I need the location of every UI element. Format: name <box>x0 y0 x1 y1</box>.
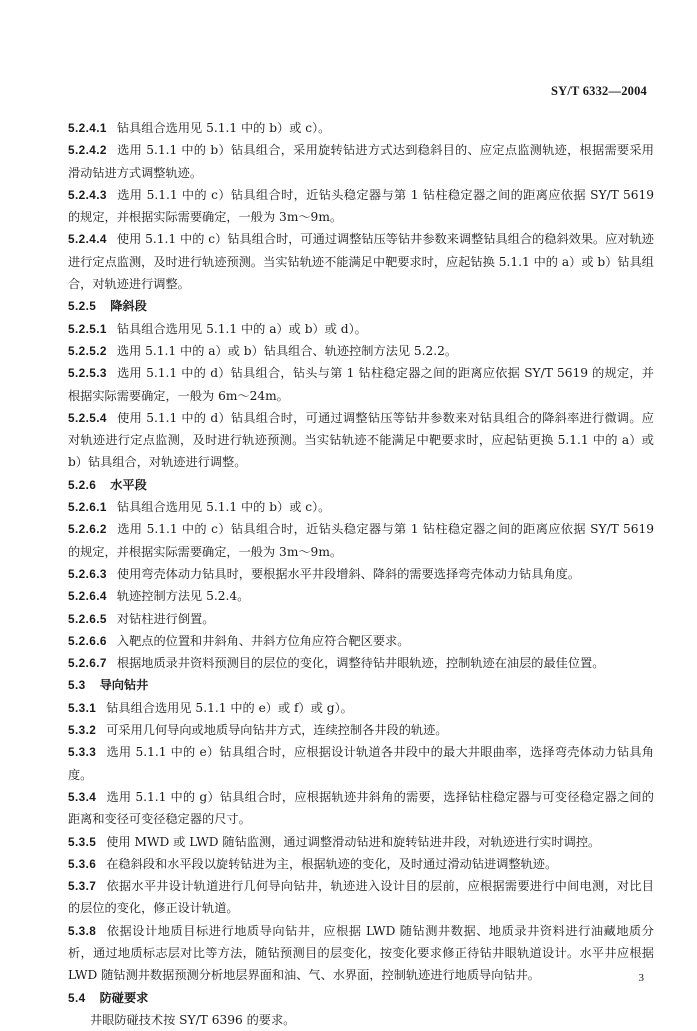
clause-text: 依据设计地质目标进行地质导向钻井，应根据 LWD 随钻测井数据、地质录井资料进行油藏地质分析，通过地质标志层对比等方法，随钻预测目的层变化，按变化要求修正待钻井眼轨道设计。水平井应根据 LWD 随钻测井数据预测分析地层界面和油、气、水界面，控制轨迹进行地质导向钻井。 <box>68 923 654 983</box>
clause-paragraph <box>68 318 654 340</box>
clause-number: 5.2.4.4 <box>68 232 107 247</box>
clause-paragraph <box>68 853 654 875</box>
clause-paragraph <box>68 340 654 362</box>
standard-id-header: SY/T 6332—2004 <box>551 84 647 98</box>
clause-number: 5.3.3 <box>68 745 97 760</box>
clause-number: 5.2.4.2 <box>68 143 107 158</box>
clause-paragraph <box>68 585 654 607</box>
clause-text: 选用 5.1.1 中的 d）钻具组合，钻头与第 1 钻柱稳定器之间的距离应依据 SY/T 5619 的规定，并根据实际需要确定，一般为 6m～24m。 <box>68 366 654 403</box>
clause-number: 5.2.5.2 <box>68 343 107 358</box>
clause-number: 5.2.4.1 <box>68 121 107 135</box>
clause-paragraph <box>68 920 654 987</box>
section-heading <box>68 295 654 317</box>
clause-number: 5.3.1 <box>68 700 97 715</box>
clause-number: 5.4 <box>68 990 86 1005</box>
clause-paragraph <box>68 563 654 585</box>
clause-number: 5.2.5.4 <box>68 410 107 425</box>
page-number: 3 <box>638 972 644 984</box>
clause-number: 5.3.7 <box>68 879 97 894</box>
clause-text: 根据地质录井资料预测目的层位的变化，调整待钻井眼轨迹，控制轨迹在油层的最佳位置。 <box>116 656 605 671</box>
clause-text: 使用 5.1.1 中的 d）钻具组合时，可通过调整钻压等钻井参数来对钻具组合的降斜率进行微调。应对轨迹进行定点监测，及时进行轨迹预测。当实钻轨迹不能满足中靶要求时，应起钻更换 5.1.1 中的 a）或 b）钻具组合，对轨迹进行调整。 <box>68 410 654 470</box>
clause-text: 钻具组合选用见 5.1.1 中的 b）或 c）。 <box>116 121 331 135</box>
clause-paragraph <box>68 630 654 652</box>
clause-number: 5.3.4 <box>68 789 97 804</box>
clause-text: 钻具组合选用见 5.1.1 中的 a）或 b）或 d）。 <box>116 321 367 336</box>
clause-number: 5.3 <box>68 678 86 693</box>
clause-number: 5.2.6 <box>68 477 97 492</box>
clause-text: 选用 5.1.1 中的 e）钻具组合时，应根据设计轨道各井段中的最大井眼曲率，选择弯壳体动力钻具角度。 <box>68 745 654 782</box>
clause-paragraph <box>68 228 654 295</box>
clause-paragraph <box>68 697 654 719</box>
clause-number: 5.2.5 <box>68 299 97 314</box>
clause-number: 5.2.5.1 <box>68 321 107 336</box>
clause-paragraph <box>68 1009 654 1031</box>
clause-text: 水平段 <box>110 477 147 492</box>
clause-text: 钻具组合选用见 5.1.1 中的 e）或 f）或 g）。 <box>106 700 353 715</box>
clause-number: 5.2.6.3 <box>68 566 107 581</box>
clause-number: 5.3.6 <box>68 856 97 871</box>
clause-text: 可采用几何导向或地质导向钻井方式，连续控制各井段的轨迹。 <box>106 723 448 738</box>
clause-number: 5.2.6.1 <box>68 500 107 515</box>
clause-text: 入靶点的位置和井斜角、井斜方位角应符合靶区要求。 <box>116 633 410 648</box>
clause-paragraph <box>68 831 654 853</box>
clause-text: 使用 MWD 或 LWD 随钻监测，通过调整滑动钻进和旋转钻进井段，对轨迹进行实时调控。 <box>106 834 601 849</box>
clause-text: 选用 5.1.1 中的 c）钻具组合时，近钻头稳定器与第 1 钻柱稳定器之间的距离应依据 SY/T 5619 的规定，并根据实际需要确定，一般为 3m～9m。 <box>68 522 654 559</box>
clause-number: 5.2.6.6 <box>68 633 107 648</box>
clause-paragraph <box>68 139 654 184</box>
clause-number: 5.2.5.3 <box>68 366 107 381</box>
clause-text: 选用 5.1.1 中的 g）钻具组合时，应根据轨迹井斜角的需要，选择钻柱稳定器与可变径稳定器之间的距离和变径可变径稳定器的尺寸。 <box>68 789 654 827</box>
clause-text: 导向钻井 <box>99 678 149 693</box>
clause-text: 井眼防碰技术按 SY/T 6396 的要求。 <box>90 1012 296 1027</box>
clause-text: 选用 5.1.1 中的 a）或 b）钻具组合、轨迹控制方法见 5.2.2。 <box>116 343 458 358</box>
clause-number: 5.2.4.3 <box>68 187 107 202</box>
clause-number: 5.2.6.7 <box>68 656 107 671</box>
clause-text: 使用 5.1.1 中的 c）钻具组合时，可通过调整钻压等钻井参数来调整钻具组合的稳斜效果。应对轨迹进行定点监测，及时进行轨迹预测。当实钻轨迹不能满足中靶要求时，应起钻换 5.1.1 中的 a）或 b）钻具组合，对轨迹进行调整。 <box>68 232 654 292</box>
document-body <box>68 117 654 1031</box>
clause-text: 轨迹控制方法见 5.2.4。 <box>116 589 250 604</box>
clause-number: 5.2.6.5 <box>68 611 107 626</box>
clause-paragraph <box>68 741 654 786</box>
section-heading <box>68 987 654 1009</box>
clause-text: 使用弯壳体动力钻具时，要根据水平井段增斜、降斜的需要选择弯壳体动力钻具角度。 <box>116 566 581 581</box>
clause-paragraph <box>68 652 654 674</box>
clause-number: 5.3.8 <box>68 923 97 938</box>
clause-paragraph <box>68 407 654 474</box>
clause-paragraph <box>68 875 654 920</box>
clause-number: 5.3.2 <box>68 723 97 738</box>
clause-number: 5.2.6.4 <box>68 589 107 604</box>
clause-text: 钻具组合选用见 5.1.1 中的 b）或 c）。 <box>116 500 331 515</box>
clause-paragraph <box>68 518 654 563</box>
clause-text: 降斜段 <box>110 299 147 314</box>
clause-paragraph <box>68 184 654 229</box>
clause-paragraph <box>68 496 654 518</box>
clause-text: 防碰要求 <box>99 990 149 1005</box>
clause-paragraph <box>68 362 654 407</box>
clause-number: 5.2.6.2 <box>68 522 107 537</box>
clause-text: 选用 5.1.1 中的 b）钻具组合，采用旋转钻进方式达到稳斜目的、应定点监测轨迹，根据需要采用滑动钻进方式调整轨迹。 <box>68 143 654 180</box>
clause-paragraph <box>68 117 654 139</box>
clause-text: 依据水平井设计轨道进行几何导向钻井，轨迹进入设计目的层前，应根据需要进行中间电测，对比目的层位的变化，修正设计轨道。 <box>68 879 654 916</box>
section-heading <box>68 474 654 496</box>
clause-paragraph <box>68 608 654 630</box>
clause-text: 在稳斜段和水平段以旋转钻进为主，根据轨迹的变化，及时通过滑动钻进调整轨迹。 <box>106 856 558 871</box>
clause-text: 对钻柱进行倒置。 <box>116 611 215 626</box>
clause-paragraph <box>68 786 654 831</box>
clause-number: 5.3.5 <box>68 834 97 849</box>
clause-text: 选用 5.1.1 中的 c）钻具组合时，近钻头稳定器与第 1 钻柱稳定器之间的距离应依据 SY/T 5619 的规定，并根据实际需要确定，一般为 3m～9m。 <box>68 187 654 225</box>
section-heading <box>68 674 654 696</box>
clause-paragraph <box>68 719 654 741</box>
